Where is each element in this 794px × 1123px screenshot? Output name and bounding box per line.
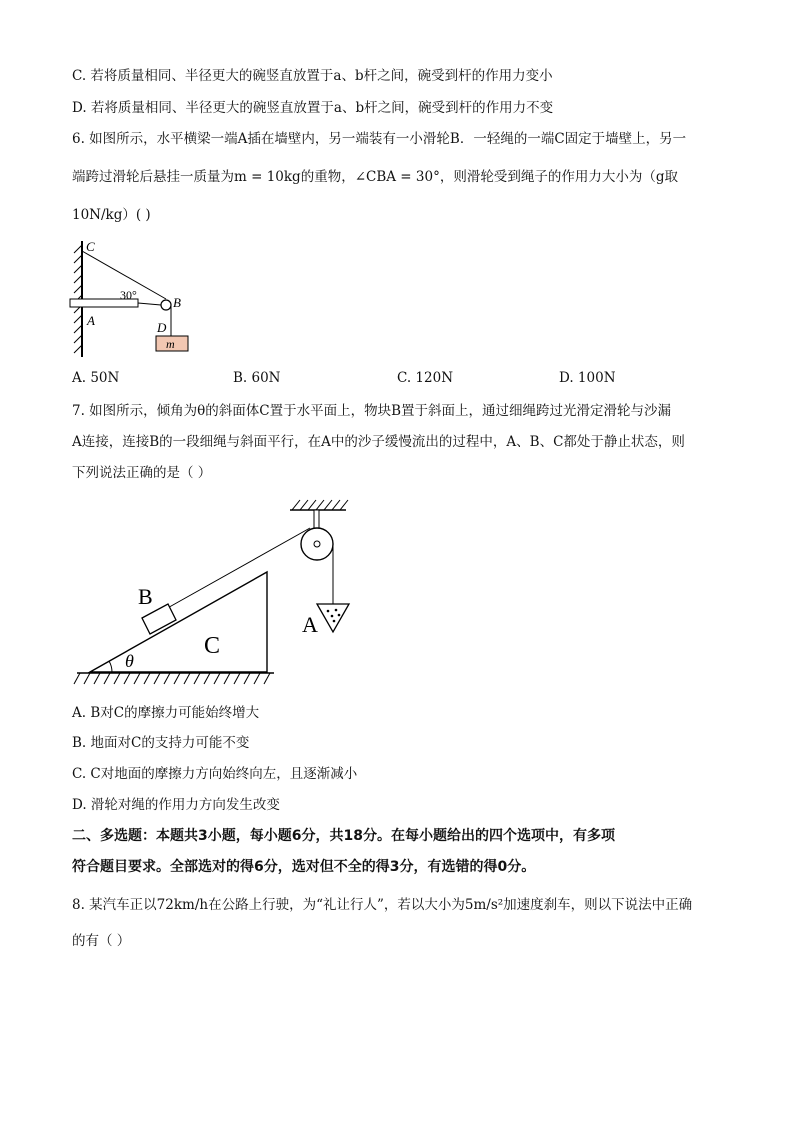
q7-stem-line2: A连接，连接B的一段细绳与斜面平行，在A中的沙子缓慢流出的过程中，A、B、C都处于静止状态，则 xyxy=(72,434,685,450)
q6-label-c: C xyxy=(86,239,95,254)
q6-label-d: D xyxy=(157,320,167,335)
q8-stem-line1: 8. 某汽车正以72km/h在公路上行驶，为“礼让行人”，若以大小为5m/s²加速度刹车，则以下说法中正确 xyxy=(72,897,693,913)
q6-option-c: C. 120N xyxy=(397,370,454,386)
q6-option-b: B. 60N xyxy=(233,370,281,386)
q7-label-b: B xyxy=(138,584,153,609)
section2-heading-line2: 符合题目要求。全部选对的得6分，选对但不全的得3分，有选错的得0分。 xyxy=(72,859,536,875)
q7-option-a: A. B对C的摩擦力可能始终增大 xyxy=(72,705,260,721)
q6-option-d: D. 100N xyxy=(559,370,616,386)
q5-option-c: C. 若将质量相同、半径更大的碗竖直放置于a、b杆之间，碗受到杆的作用力变小 xyxy=(72,68,553,84)
q8-stem-line2: 的有（ ） xyxy=(72,933,131,949)
q6-stem-line3: 10N/kg）( ) xyxy=(72,207,151,223)
q6-option-a: A. 50N xyxy=(72,370,120,386)
q7-label-c: C xyxy=(204,633,221,659)
q7-figure xyxy=(72,492,362,692)
q6-label-a: A xyxy=(87,313,95,328)
q7-option-c: C. C对地面的摩擦力方向始终向左，且逐渐减小 xyxy=(72,766,358,782)
q7-label-a: A xyxy=(302,612,318,637)
q7-option-b: B. 地面对C的支持力可能不变 xyxy=(72,735,250,751)
q7-stem-line1: 7. 如图所示，倾角为θ的斜面体C置于水平面上，物块B置于斜面上，通过细绳跨过光滑定滑轮与沙漏 xyxy=(72,403,672,419)
q6-stem-line1: 6. 如图所示，水平横梁一端A插在墙壁内，另一端装有一小滑轮B．一轻绳的一端C固定于墙壁上，另一 xyxy=(72,131,687,147)
q7-stem-line3: 下列说法正确的是（ ） xyxy=(72,465,212,481)
q6-label-b: B xyxy=(173,295,181,310)
section2-heading-line1: 二、多选题：本题共3小题，每小题6分，共18分。在每小题给出的四个选项中，有多项 xyxy=(72,828,615,844)
q6-stem-line2: 端跨过滑轮后悬挂一质量为m = 10kg的重物，∠CBA = 30°，则滑轮受到绳子的作用力大小为（g取 xyxy=(72,169,678,185)
q7-option-d: D. 滑轮对绳的作用力方向发生改变 xyxy=(72,797,280,813)
q7-label-theta: θ xyxy=(125,651,134,671)
q6-figure xyxy=(62,235,202,365)
q6-label-angle: 30° xyxy=(120,288,137,302)
q5-option-d: D. 若将质量相同、半径更大的碗竖直放置于a、b杆之间，碗受到杆的作用力不变 xyxy=(72,100,554,116)
q6-label-m: m xyxy=(166,337,175,351)
